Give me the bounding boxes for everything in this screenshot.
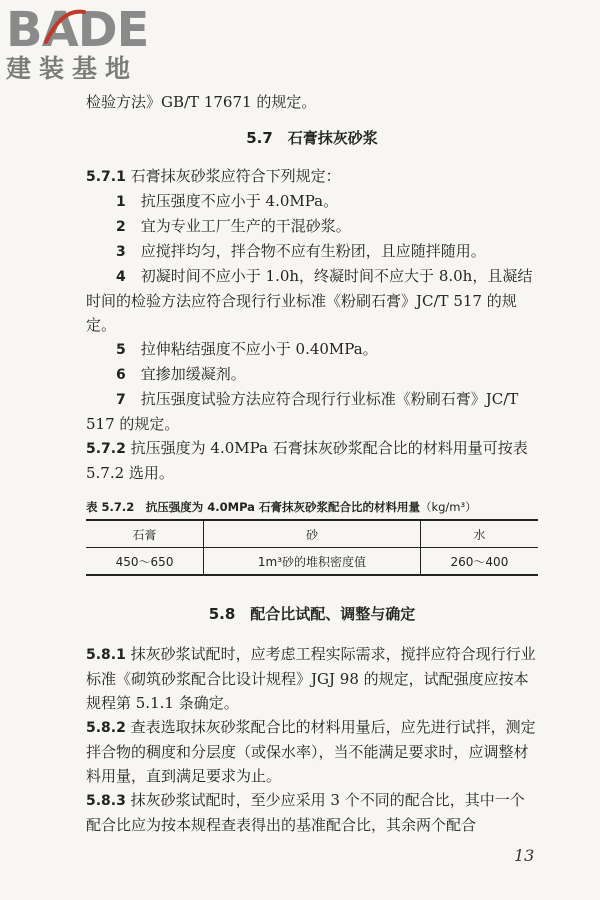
clause-5-8-2 <box>86 715 538 788</box>
section-5-8-title: 5.8 配合比试配、调整与确定 <box>208 605 416 623</box>
item-4 <box>86 264 538 337</box>
logo-swoosh-icon <box>42 6 88 46</box>
clause-5-8-3 <box>86 788 538 837</box>
clause-text: 抹灰砂浆试配时，应考虑工程实际需求，搅拌应符合现行行业标准《砌筑砂浆配合比设计规程》JGJ 98 的规定，试配强度应按本规程第 5.1.1 条确定。 <box>86 645 536 712</box>
header-sand: 砂 <box>204 520 421 548</box>
clause-5-7-1 <box>86 164 538 189</box>
item-1 <box>86 189 538 214</box>
clause-5-8-1 <box>86 642 538 715</box>
item-number: 1 <box>116 194 126 210</box>
item-number: 7 <box>116 392 126 408</box>
mix-ratio-table <box>86 519 538 576</box>
table-caption-text: 表 5.7.2 抗压强度为 4.0MPa 石膏抹灰砂浆配合比的材料用量 <box>86 500 420 514</box>
cell-sand: 1m³砂的堆积密度值 <box>204 548 421 576</box>
table-unit: （kg/m³） <box>419 500 477 514</box>
item-number: 6 <box>116 367 126 383</box>
clause-text: 抗压强度为 4.0MPa 石膏抹灰砂浆配合比的材料用量可按表 5.7.2 选用。 <box>86 439 528 482</box>
item-text: 拉伸粘结强度不应小于 0.40MPa。 <box>140 340 378 358</box>
section-5-7-title: 5.7 石膏抹灰砂浆 <box>246 129 378 147</box>
clause-5-7-2 <box>86 436 538 485</box>
item-text: 宜掺加缓凝剂。 <box>140 365 246 383</box>
clause-number: 5.7.2 <box>86 441 126 457</box>
item-6 <box>86 362 538 387</box>
clause-text: 石膏抹灰砂浆应符合下列规定： <box>130 167 341 185</box>
page-number: 13 <box>514 846 535 865</box>
item-number: 3 <box>116 244 126 260</box>
clause-text: 查表选取抹灰砂浆配合比的材料用量后，应先进行试拌，测定拌合物的稠度和分层度（或保水率），当不能满足要求时，应调整材料用量，直到满足要求为止。 <box>86 718 536 785</box>
logo-subtitle: 建装基地 <box>6 54 139 83</box>
clause-number: 5.8.2 <box>86 720 126 736</box>
item-number: 5 <box>116 342 126 358</box>
clause-text: 抹灰砂浆试配时，至少应采用 3 个不同的配合比，其中一个配合比应为按本规程查表得出的基准配合比，其余两个配合 <box>86 791 525 834</box>
item-text: 抗压强度试验方法应符合现行行业标准《粉刷石膏》JC/T 517 的规定。 <box>86 390 519 433</box>
intro-line: 检验方法》GB/T 17671 的规定。 <box>86 93 317 111</box>
clause-number: 5.8.3 <box>86 793 126 809</box>
table-header-row <box>86 520 538 548</box>
item-5 <box>86 337 538 362</box>
item-2 <box>86 214 538 239</box>
clause-number: 5.7.1 <box>86 169 126 185</box>
logo-brand-text: BADE <box>6 2 149 58</box>
item-text: 初凝时间不应小于 1.0h，终凝时间不应大于 8.0h，且凝结时间的检验方法应符合现行行业标准《粉刷石膏》JC/T 517 的规定。 <box>86 267 533 334</box>
header-water: 水 <box>420 520 538 548</box>
item-text: 应搅拌均匀，拌合物不应有生粉团，且应随拌随用。 <box>140 242 486 260</box>
logo-mark <box>6 4 178 56</box>
header-gypsum: 石膏 <box>132 527 157 542</box>
item-3 <box>86 239 538 264</box>
brand-logo <box>6 4 178 84</box>
table-caption <box>86 499 538 515</box>
table-row <box>86 548 538 576</box>
document-page <box>86 90 538 837</box>
item-text: 宜为专业工厂生产的干混砂浆。 <box>140 217 351 235</box>
cell-gypsum: 450～650 <box>115 554 174 569</box>
cell-water: 260～400 <box>420 548 538 576</box>
item-number: 4 <box>116 269 126 285</box>
clause-number: 5.8.1 <box>86 647 126 663</box>
item-text: 抗压强度不应小于 4.0MPa。 <box>140 192 339 210</box>
item-7 <box>86 387 538 436</box>
item-number: 2 <box>116 219 126 235</box>
